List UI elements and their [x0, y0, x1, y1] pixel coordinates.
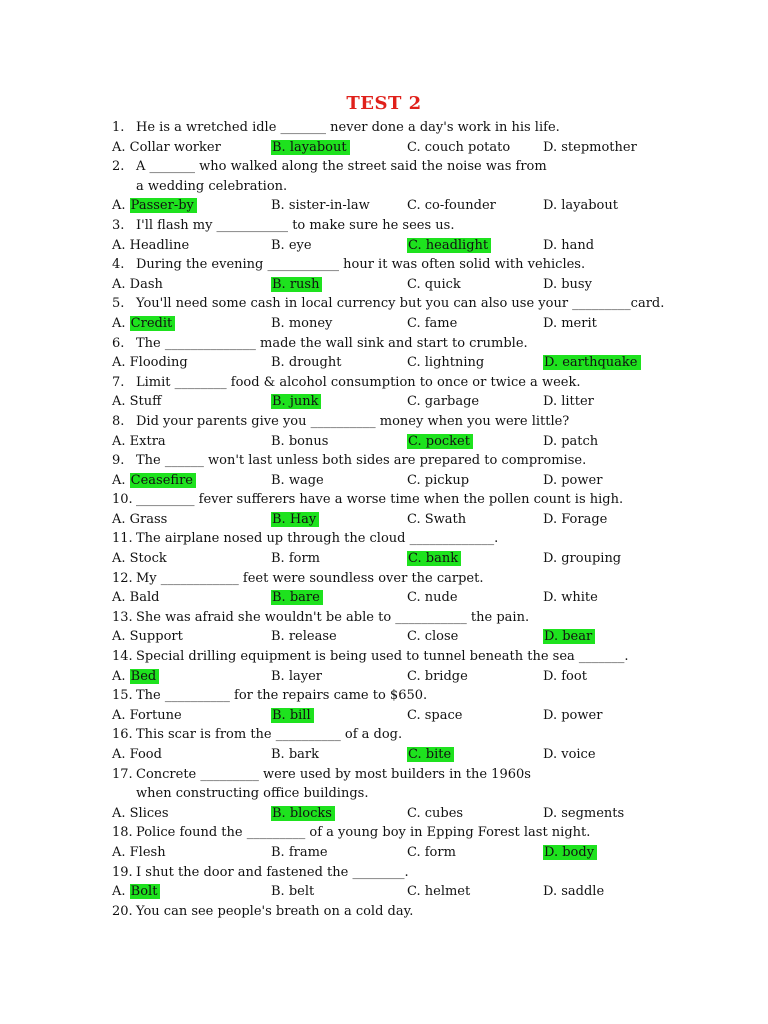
question-text: I'll flash my ___________ to make sure he sees us. [136, 217, 455, 233]
option-c: C. couch potato [407, 139, 511, 155]
option-b [271, 275, 322, 295]
question-line [0, 784, 768, 804]
option-d [543, 353, 641, 373]
option-b: B. money [271, 315, 333, 331]
correct-answer-highlight: C. pocket [407, 434, 473, 449]
question-text: Concrete _________ were used by most builders in the 1960s [136, 766, 531, 782]
options-row [0, 510, 768, 530]
correct-answer-highlight: B. bill [271, 708, 314, 723]
question-line [0, 334, 768, 354]
question-text: Police found the _________ of a young boy in Epping Forest last night. [136, 825, 591, 841]
question-number: 7. [112, 374, 125, 390]
option-d: D. merit [543, 315, 597, 331]
question-line [0, 294, 768, 314]
option-a: A. Slices [112, 805, 169, 821]
question-line [0, 647, 768, 667]
question-line [0, 157, 768, 177]
question-line [0, 373, 768, 393]
correct-answer-highlight: D. bear [543, 629, 595, 644]
options-row [0, 275, 768, 295]
options-row [0, 471, 768, 491]
option-b [271, 392, 321, 412]
option-a: A. Stuff [112, 394, 162, 410]
correct-answer-highlight: B. rush [271, 277, 322, 292]
question-number: 6. [112, 335, 125, 351]
question-number: 11. [112, 531, 133, 547]
option-b: B. sister-in-law [271, 198, 370, 214]
question-line [0, 529, 768, 549]
question-text: She was afraid she wouldn't be able to ___________ the pain. [136, 609, 530, 625]
option-letter: A. [112, 668, 130, 684]
question-line [0, 118, 768, 138]
option-d [543, 843, 597, 863]
option-b: B. bark [271, 747, 319, 762]
question-list [0, 118, 768, 921]
correct-answer-highlight: B. bare [271, 590, 323, 605]
option-d: D. Forage [543, 511, 608, 527]
option-b: B. drought [271, 355, 342, 371]
option-b [271, 138, 350, 158]
question-line [0, 823, 768, 843]
question-number: 18. [112, 825, 133, 841]
options-row [0, 549, 768, 569]
option-c: C. Swath [407, 511, 467, 527]
correct-answer-highlight: D. earthquake [543, 355, 641, 370]
option-a: A. Grass [112, 511, 168, 527]
question-number: 1. [112, 120, 125, 135]
option-b: B. layer [271, 668, 322, 684]
question-number: 2. [112, 159, 125, 175]
option-d: D. segments [543, 805, 625, 821]
option-a: A. Fortune [112, 707, 182, 723]
question-text: During the evening ___________ hour it was often solid with vehicles. [136, 257, 586, 273]
option-b: B. form [271, 551, 320, 567]
option-a [112, 314, 175, 334]
correct-answer-highlight: D. body [543, 845, 597, 860]
correct-answer-highlight: C. bank [407, 551, 461, 566]
question-text: A _______ who walked along the street said the noise was from [136, 159, 547, 175]
option-c: C. pickup [407, 472, 470, 488]
option-c: C. close [407, 629, 459, 645]
question-line [0, 255, 768, 275]
question-line [0, 725, 768, 745]
question-text: Did your parents give you __________ money when you were little? [136, 413, 570, 429]
option-a: A. Collar worker [112, 139, 221, 155]
option-b: B. wage [271, 472, 324, 488]
question-text: This scar is from the __________ of a dog. [136, 727, 403, 743]
options-row [0, 432, 768, 452]
question-text: The airplane nosed up through the cloud _____________. [136, 531, 499, 547]
option-c [407, 745, 454, 765]
question-text: when constructing office buildings. [136, 786, 369, 802]
option-letter: A. [112, 198, 130, 214]
option-c: C. nude [407, 590, 458, 606]
question-text: _________ fever sufferers have a worse time when the pollen count is high. [136, 492, 624, 508]
option-d: D. white [543, 590, 598, 606]
options-row [0, 588, 768, 608]
option-d: D. layabout [543, 198, 618, 214]
question-line [0, 451, 768, 471]
question-line [0, 216, 768, 236]
option-b: B. bonus [271, 433, 329, 449]
options-row [0, 804, 768, 824]
question-line [0, 490, 768, 510]
question-number: 4. [112, 257, 125, 273]
question-text: a wedding celebration. [136, 178, 288, 194]
question-text: I shut the door and fastened the ________. [136, 864, 409, 880]
option-d: D. busy [543, 276, 592, 292]
option-a [112, 667, 159, 687]
question-text: You can see people's breath on a cold day. [136, 903, 414, 919]
question-number: 13. [112, 609, 133, 625]
option-b [271, 804, 335, 824]
question-number: 5. [112, 296, 125, 312]
option-a: A. Bald [112, 590, 160, 606]
option-c [407, 236, 491, 256]
options-row [0, 745, 768, 765]
option-d: D. voice [543, 747, 596, 762]
question-number: 19. [112, 864, 133, 880]
option-a: A. Flooding [112, 355, 188, 371]
option-c: C. space [407, 707, 463, 723]
option-d: D. foot [543, 668, 587, 684]
option-c: C. quick [407, 276, 461, 292]
options-row [0, 627, 768, 647]
option-b [271, 588, 323, 608]
correct-answer-highlight: Bolt [130, 884, 161, 899]
correct-answer-highlight: Credit [130, 316, 176, 331]
option-b [271, 510, 319, 530]
question-text: You'll need some cash in local currency but you can also use your _________card. [136, 296, 665, 312]
option-a: A. Extra [112, 433, 166, 449]
options-row [0, 706, 768, 726]
question-line [0, 569, 768, 589]
question-text: Special drilling equipment is being used to tunnel beneath the sea _______. [136, 649, 629, 665]
question-line [0, 902, 768, 922]
option-letter: A. [112, 315, 130, 331]
option-a [112, 196, 197, 216]
option-letter: A. [112, 472, 130, 488]
question-text: The ______ won't last unless both sides are prepared to compromise. [136, 453, 587, 469]
correct-answer-highlight: Ceasefire [130, 473, 196, 488]
options-row [0, 196, 768, 216]
question-number: 10. [112, 492, 133, 508]
options-row [0, 353, 768, 373]
option-b: B. release [271, 629, 337, 645]
question-line [0, 608, 768, 628]
correct-answer-highlight: B. blocks [271, 806, 335, 821]
option-c: C. co-founder [407, 198, 496, 214]
option-d: D. power [543, 472, 603, 488]
options-row [0, 138, 768, 158]
question-text: He is a wretched idle _______ never done a day's work in his life. [136, 120, 560, 135]
option-c: C. garbage [407, 394, 480, 410]
question-number: 16. [112, 727, 133, 743]
option-c: C. fame [407, 315, 458, 331]
option-b: B. belt [271, 884, 315, 900]
question-number: 3. [112, 217, 125, 233]
options-row [0, 843, 768, 863]
question-line [0, 765, 768, 785]
options-row [0, 392, 768, 412]
option-a: A. Headline [112, 237, 190, 253]
option-a [112, 471, 196, 491]
option-a: A. Dash [112, 276, 163, 292]
option-c: C. lightning [407, 355, 485, 371]
option-c [407, 432, 473, 452]
option-d: D. power [543, 707, 603, 723]
question-line [0, 686, 768, 706]
question-number: 14. [112, 649, 133, 665]
option-b: B. eye [271, 237, 312, 253]
options-row [0, 882, 768, 902]
question-text: Limit ________ food & alcohol consumption to once or twice a week. [136, 374, 581, 390]
question-number: 8. [112, 413, 125, 429]
option-a [112, 882, 160, 902]
question-number: 15. [112, 688, 133, 704]
option-a: A. Stock [112, 551, 167, 567]
correct-answer-highlight: Passer-by [130, 198, 197, 213]
question-line [0, 177, 768, 197]
correct-answer-highlight: Bed [130, 669, 160, 684]
options-row [0, 314, 768, 334]
option-d: D. saddle [543, 884, 605, 900]
option-d: D. grouping [543, 551, 622, 567]
question-number: 17. [112, 766, 133, 782]
option-d [543, 627, 595, 647]
option-c: C. helmet [407, 884, 471, 900]
question-text: The __________ for the repairs came to $650. [136, 688, 428, 704]
option-d: D. stepmother [543, 139, 637, 155]
option-d: D. hand [543, 237, 595, 253]
correct-answer-highlight: B. Hay [271, 512, 319, 527]
option-a: A. Flesh [112, 844, 166, 860]
options-row [0, 667, 768, 687]
correct-answer-highlight: B. layabout [271, 140, 350, 155]
question-line [0, 412, 768, 432]
option-c [407, 549, 461, 569]
option-c: C. bridge [407, 668, 468, 684]
question-line [0, 863, 768, 883]
question-text: My ____________ feet were soundless over the carpet. [136, 570, 484, 586]
correct-answer-highlight: B. junk [271, 394, 321, 409]
correct-answer-highlight: C. headlight [407, 238, 491, 253]
option-d: D. patch [543, 433, 599, 449]
page-title: TEST 2 [346, 93, 422, 114]
option-d: D. litter [543, 394, 594, 410]
question-number: 9. [112, 453, 125, 469]
option-c: C. form [407, 844, 456, 860]
option-c: C. cubes [407, 805, 464, 821]
question-number: 20. [112, 903, 133, 919]
option-a: A. Support [112, 629, 183, 645]
question-text: The ______________ made the wall sink and start to crumble. [136, 335, 528, 351]
correct-answer-highlight: C. bite [407, 747, 454, 762]
question-number: 12. [112, 570, 133, 586]
option-b [271, 706, 314, 726]
options-row [0, 236, 768, 256]
option-letter: A. [112, 884, 130, 900]
option-a: A. Food [112, 747, 162, 762]
option-b: B. frame [271, 844, 328, 860]
